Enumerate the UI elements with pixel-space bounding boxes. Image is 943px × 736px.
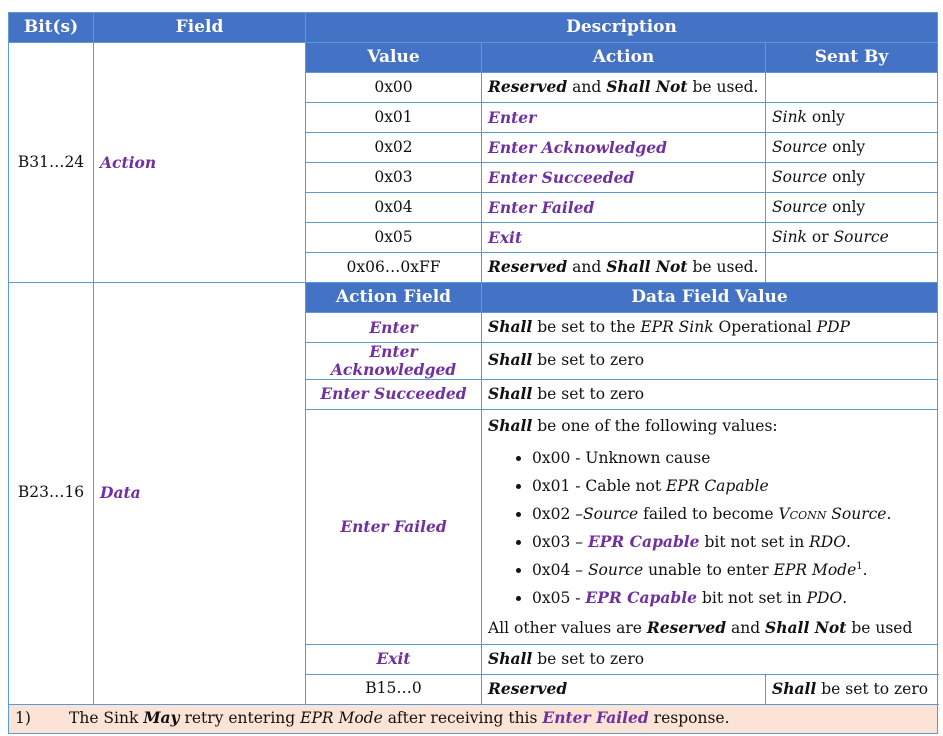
text: be set to zero <box>532 384 645 403</box>
text: be one of the following values: <box>532 416 778 435</box>
data-value <box>482 644 938 674</box>
list-item <box>532 584 931 612</box>
action-field: Action <box>94 43 306 283</box>
reserved-field: Reserved <box>482 674 766 704</box>
list-item <box>532 472 931 500</box>
outro <box>488 614 931 642</box>
text: be set to zero <box>532 351 645 370</box>
text: The Sink <box>69 709 144 728</box>
text: and <box>567 78 607 97</box>
text: retry entering <box>179 709 301 728</box>
action-desc <box>482 73 766 103</box>
role: Source <box>772 167 828 186</box>
sent-by-subheader: Sent By <box>766 43 938 73</box>
footnote <box>9 704 938 733</box>
action-name: Enter Failed <box>306 409 482 644</box>
text: be set to zero <box>532 649 645 668</box>
text: be used. <box>687 78 759 97</box>
text: Cable not <box>585 476 666 495</box>
text: be used <box>846 618 913 637</box>
data-field: Data <box>94 283 306 705</box>
value-subheader: Value <box>306 43 482 73</box>
text: unable to enter <box>643 560 774 579</box>
data-value <box>482 313 938 343</box>
action-name: Enter <box>482 103 766 133</box>
text: only <box>827 197 866 216</box>
failure-code-list <box>488 444 931 612</box>
action-name: Enter <box>306 313 482 343</box>
text: be set to the <box>532 318 641 337</box>
text: and <box>567 258 607 277</box>
action-name: Exit <box>482 223 766 253</box>
text: . <box>886 504 892 523</box>
epr-mode-data-object-table <box>8 12 938 734</box>
data-subheader-row <box>9 283 938 313</box>
code: 0x00 - <box>532 448 586 467</box>
epr-capable-term: EPR Capable <box>585 587 698 607</box>
role: Source <box>833 227 889 246</box>
text: only <box>827 167 866 186</box>
action-desc <box>482 253 766 283</box>
reserved-term: Reserved <box>646 617 727 637</box>
role: Sink <box>772 227 807 246</box>
shall-term: Shall <box>772 678 817 698</box>
term: RDO <box>809 532 846 551</box>
text: be set to zero <box>816 679 929 698</box>
list-item <box>532 444 931 472</box>
code: 0x05 - <box>532 588 586 607</box>
pdp-term: PDP <box>816 318 850 337</box>
action-field-subheader: Action Field <box>306 283 482 313</box>
term: EPR Mode <box>773 560 857 579</box>
data-bits: B23…16 <box>9 283 94 705</box>
action-value: 0x00 <box>306 73 482 103</box>
action-bits: B31…24 <box>9 43 94 283</box>
text: . <box>845 532 851 551</box>
may-term: May <box>143 708 180 728</box>
term: Source <box>831 504 887 523</box>
role: Sink <box>772 107 807 126</box>
list-item <box>532 528 931 556</box>
intro <box>488 412 931 440</box>
text: only <box>806 107 845 126</box>
enter-failed-term: Enter Failed <box>542 708 649 728</box>
sent-by <box>766 223 938 253</box>
enter-failed-values <box>482 409 938 644</box>
code: 0x02 – <box>532 504 584 523</box>
text: failed to become <box>638 504 779 523</box>
bits-header: Bit(s) <box>9 13 94 43</box>
footnote-number: 1) <box>15 709 31 728</box>
text: or <box>806 227 834 246</box>
sent-by <box>766 103 938 133</box>
sent-by <box>766 133 938 163</box>
text: . <box>842 588 848 607</box>
shall-term: Shall <box>488 415 533 435</box>
shall-term: Shall <box>488 317 533 337</box>
data-value-subheader: Data Field Value <box>482 283 938 313</box>
action-value: 0x04 <box>306 193 482 223</box>
field-header: Field <box>94 13 306 43</box>
footnote-row <box>9 704 938 733</box>
text: Operational <box>713 318 817 337</box>
reserved-bits: B15…0 <box>306 674 482 704</box>
role: Source <box>772 197 828 216</box>
sent-by <box>766 73 938 103</box>
action-name: Enter Succeeded <box>306 379 482 409</box>
data-value <box>482 343 938 380</box>
code: 0x04 – <box>532 560 588 579</box>
term: EPR Capable <box>665 476 769 495</box>
term: PDO <box>806 588 843 607</box>
description-header: Description <box>306 13 938 43</box>
action-name: Enter Acknowledged <box>482 133 766 163</box>
reserved-term: Reserved <box>488 77 568 97</box>
shall-term: Shall <box>488 383 533 403</box>
action-name: Enter Failed <box>482 193 766 223</box>
epr-capable-term: EPR Capable <box>587 531 700 551</box>
action-value: 0x01 <box>306 103 482 133</box>
data-value <box>482 379 938 409</box>
reserved-term: Reserved <box>488 257 568 277</box>
shall-not-term: Shall Not <box>606 77 688 97</box>
list-item <box>532 556 931 584</box>
code: 0x03 – <box>532 532 588 551</box>
action-value: 0x02 <box>306 133 482 163</box>
sent-by <box>766 163 938 193</box>
epr-mode-term: EPR Mode <box>300 709 383 728</box>
shall-not-term: Shall Not <box>606 257 688 277</box>
reserved-desc <box>766 674 938 704</box>
text: response. <box>648 709 730 728</box>
shall-term: Shall <box>488 648 533 668</box>
action-subheader: Action <box>482 43 766 73</box>
action-name: Enter Succeeded <box>482 163 766 193</box>
action-value: 0x03 <box>306 163 482 193</box>
text: bit not set in <box>697 588 807 607</box>
text: Unknown cause <box>585 448 711 467</box>
action-value: 0x05 <box>306 223 482 253</box>
header-row <box>9 13 938 43</box>
epr-sink-term: EPR Sink <box>640 318 714 337</box>
text: bit not set in <box>699 532 810 551</box>
action-value: 0x06…0xFF <box>306 253 482 283</box>
text: and <box>726 618 766 637</box>
text: All other values are <box>488 618 647 637</box>
term: Source <box>587 560 644 579</box>
role: Source <box>772 137 828 156</box>
action-name: Enter Acknowledged <box>306 343 482 380</box>
sent-by <box>766 193 938 223</box>
vconn-term: Vconn <box>778 504 827 523</box>
text: after receiving this <box>382 709 543 728</box>
term: Source <box>583 504 639 523</box>
text: be used. <box>687 258 759 277</box>
footnote-ref: 1 <box>856 560 863 572</box>
action-subheader-row <box>9 43 938 73</box>
sent-by <box>766 253 938 283</box>
action-name: Exit <box>306 644 482 674</box>
shall-term: Shall <box>488 350 533 370</box>
shall-not-term: Shall Not <box>765 617 847 637</box>
epr-mode-data-object-table-wrapper <box>8 12 937 734</box>
list-item <box>532 500 931 528</box>
code: 0x01 - <box>532 476 586 495</box>
text: only <box>827 137 866 156</box>
text: . <box>862 560 868 579</box>
